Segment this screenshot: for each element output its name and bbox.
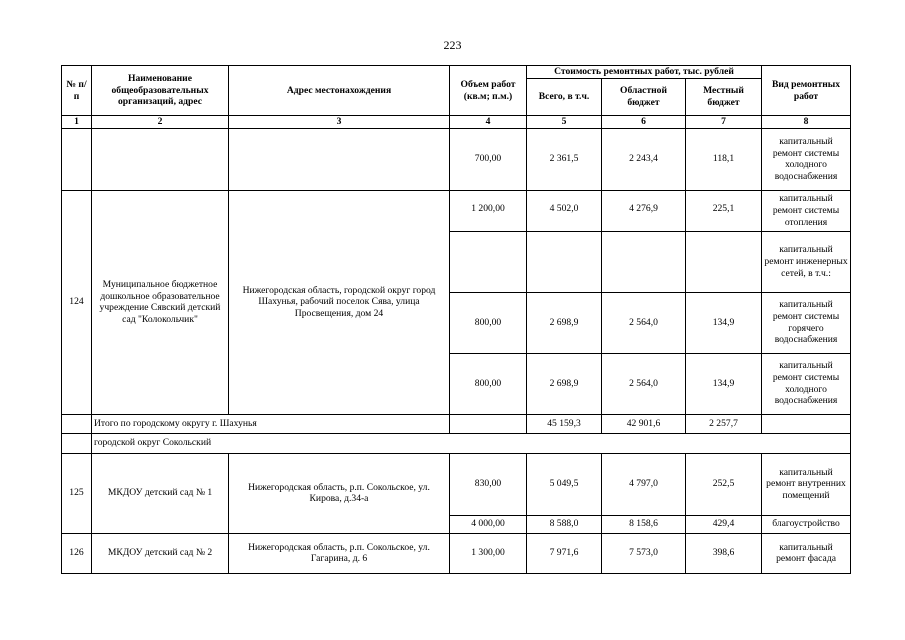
local-cell [686,231,762,292]
local-cell: 134,9 [686,292,762,353]
volume-cell: 1 300,00 [450,533,527,573]
subtotal-total: 45 159,3 [527,414,602,433]
header-volume: Объем работ (кв.м; п.м.) [450,66,527,116]
total-cell: 2 698,9 [527,353,602,414]
header-regional: Областной бюджет [602,79,686,116]
regional-cell: 8 158,6 [602,515,686,533]
page-number: 223 [443,38,462,52]
type-cell: капитальный ремонт системы холодного водоснабжения [762,128,851,190]
num-cell [62,414,92,433]
volume-cell: 830,00 [450,453,527,515]
name-cell: МКДОУ детский сад № 1 [92,453,229,533]
type-cell [762,414,851,433]
volume-cell [450,231,527,292]
type-cell: капитальный ремонт инженерных сетей, в т.ч.: [762,231,851,292]
local-cell: 252,5 [686,453,762,515]
district-row [62,433,851,453]
regional-cell: 4 276,9 [602,190,686,231]
header-index-row [62,116,851,129]
volume-cell [450,414,527,433]
header-name: Наименование общеобразовательных организаций, адрес [92,66,229,116]
table-row [62,453,851,515]
address-cell [229,128,450,190]
total-cell: 8 588,0 [527,515,602,533]
regional-cell: 7 573,0 [602,533,686,573]
index-cell: 6 [602,116,686,129]
volume-cell: 800,00 [450,292,527,353]
local-cell: 118,1 [686,128,762,190]
local-cell: 398,6 [686,533,762,573]
total-cell: 7 971,6 [527,533,602,573]
subtotal-label: Итого по городскому округу г. Шахунья [92,414,450,433]
type-cell: капитальный ремонт системы отопления [762,190,851,231]
regional-cell: 4 797,0 [602,453,686,515]
num-cell: 126 [62,533,92,573]
total-cell: 4 502,0 [527,190,602,231]
header-address: Адрес местонахождения [229,66,450,116]
volume-cell: 800,00 [450,353,527,414]
volume-cell: 4 000,00 [450,515,527,533]
subtotal-row [62,414,851,433]
regional-cell: 2 564,0 [602,353,686,414]
index-cell: 4 [450,116,527,129]
regional-cell [602,231,686,292]
volume-cell: 1 200,00 [450,190,527,231]
local-cell: 225,1 [686,190,762,231]
type-cell: благоустройство [762,515,851,533]
name-cell: МКДОУ детский сад № 2 [92,533,229,573]
index-cell: 1 [62,116,92,129]
district-label: городской округ Сокольский [92,433,851,453]
index-cell: 8 [762,116,851,129]
index-cell: 7 [686,116,762,129]
type-cell: капитальный ремонт внутренних помещений [762,453,851,515]
num-cell [62,433,92,453]
header-cost-group: Стоимость ремонтных работ, тыс. рублей [527,66,762,79]
local-cell: 429,4 [686,515,762,533]
type-cell: капитальный ремонт системы горячего водоснабжения [762,292,851,353]
address-cell: Нижегородская область, р.п. Сокольское, ул. Гагарина, д. 6 [229,533,450,573]
num-cell [62,128,92,190]
type-cell: капитальный ремонт системы холодного водоснабжения [762,353,851,414]
regional-cell: 2 243,4 [602,128,686,190]
num-cell: 125 [62,453,92,533]
header-local: Местный бюджет [686,79,762,116]
header-total: Всего, в т.ч. [527,79,602,116]
address-cell: Нижегородская область, городской округ город Шахунья, рабочий поселок Сява, улица Просвещения, дом 24 [229,190,450,414]
total-cell: 2 698,9 [527,292,602,353]
index-cell: 5 [527,116,602,129]
total-cell: 2 361,5 [527,128,602,190]
name-cell [92,128,229,190]
num-cell: 124 [62,190,92,414]
volume-cell: 700,00 [450,128,527,190]
subtotal-local: 2 257,7 [686,414,762,433]
header-num: № п/п [62,66,92,116]
index-cell: 3 [229,116,450,129]
subtotal-regional: 42 901,6 [602,414,686,433]
type-cell: капитальный ремонт фасада [762,533,851,573]
address-cell: Нижегородская область, р.п. Сокольское, ул. Кирова, д.34-а [229,453,450,533]
repair-costs-table [61,65,851,574]
header-row-1 [62,66,851,79]
name-cell: Муниципальное бюджетное дошкольное образовательное учреждение Сявский детский сад "Колокольчик" [92,190,229,414]
index-cell: 2 [92,116,229,129]
table-row [62,128,851,190]
table-row [62,190,851,231]
local-cell: 134,9 [686,353,762,414]
total-cell [527,231,602,292]
total-cell: 5 049,5 [527,453,602,515]
regional-cell: 2 564,0 [602,292,686,353]
table-row [62,533,851,573]
header-type: Вид ремонтных работ [762,66,851,116]
